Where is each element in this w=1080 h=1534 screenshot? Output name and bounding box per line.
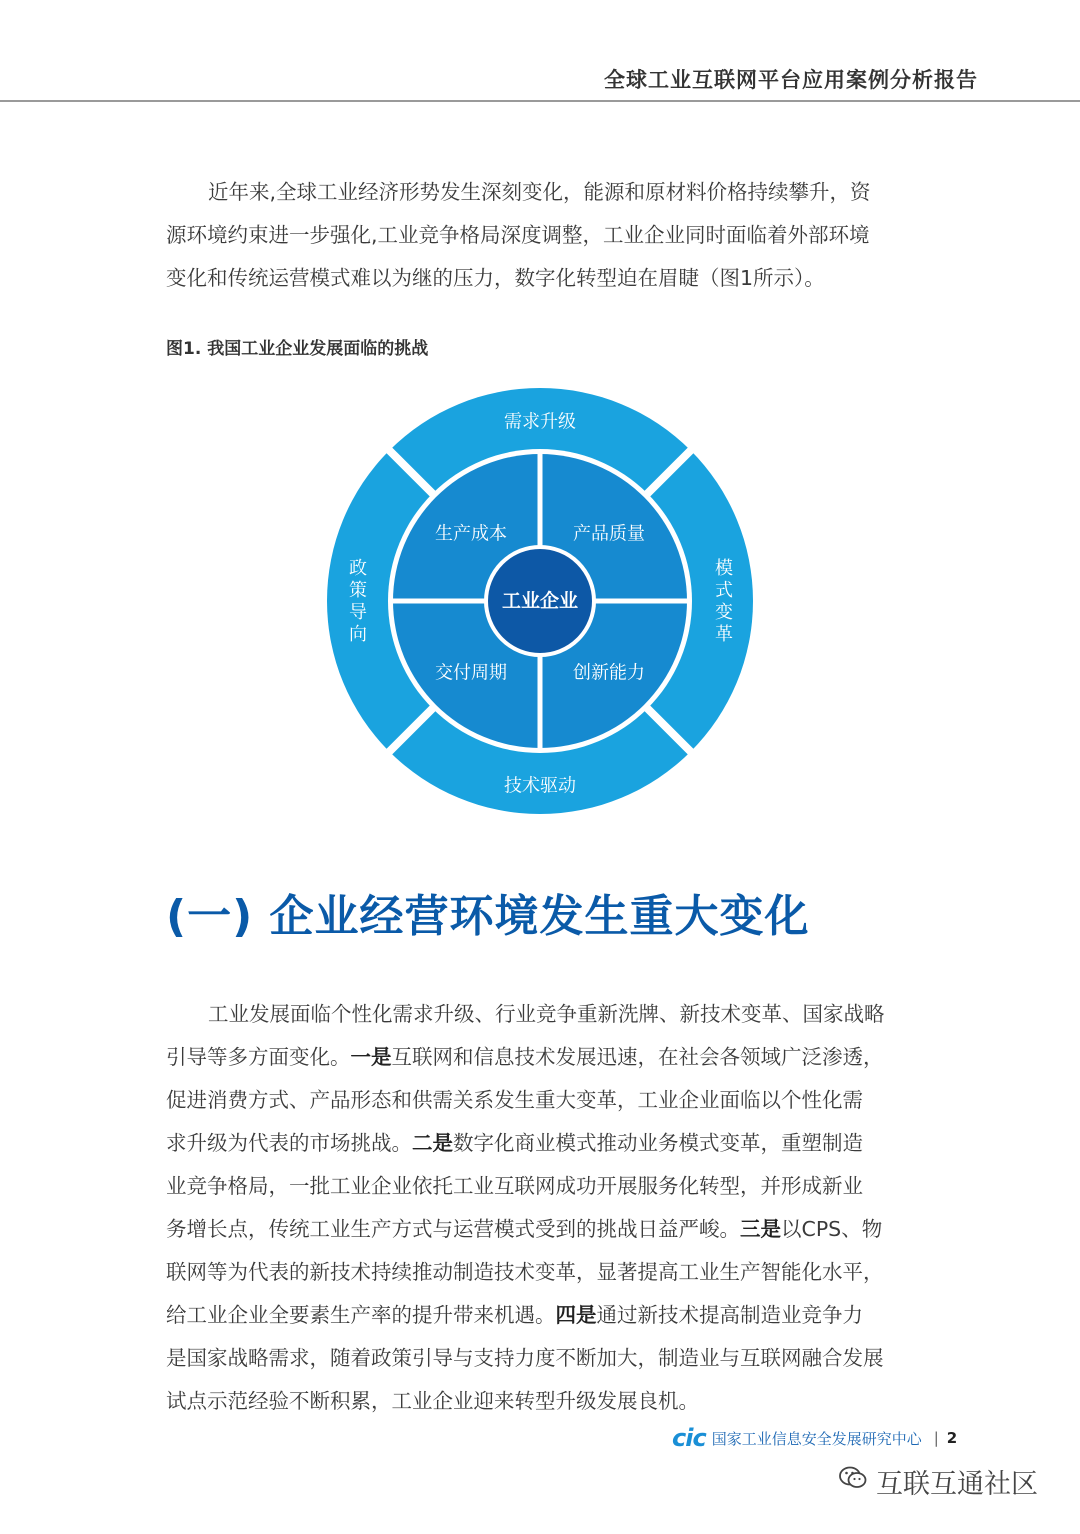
watermark [838,1462,1038,1501]
paragraph-line: 联网等为代表的新技术持续推动制造技术变革，显著提高工业生产智能化水平， [166,1260,884,1284]
footer-org: 国家工业信息安全发展研究中心 [711,1429,922,1448]
challenge-diagram [300,376,780,836]
text-run: 数字化商业模式推动业务模式变革，重塑制造 [453,1131,863,1155]
text-run: 互联网和信息技术发展迅速，在社会各领域广泛渗透， [391,1045,884,1069]
paragraph-line [166,1122,916,1165]
section-heading: (一) 企业经营环境发生重大变化 [166,891,810,942]
report-title: 全球工业互联网平台应用案例分析报告 [604,68,978,92]
challenge-diagram-svg [300,376,780,836]
footer-separator: | [933,1429,939,1447]
inner-label-cost: 生产成本 [435,523,507,545]
paragraph-line: 源环境约束进一步强化,工业竞争格局深度调整，工业企业同时面临着外部环境 [166,223,870,247]
paragraph-line [166,1294,916,1337]
inner-label-quality: 产品质量 [573,523,645,545]
vertical-char: 变 [715,602,733,623]
text-run: 给工业企业全要素生产率的提升带来机遇。 [166,1303,556,1327]
paragraph-line [166,1036,916,1079]
paragraph-line: 促进消费方式、产品形态和供需关系发生重大变革，工业企业面临以个性化需 [166,1088,863,1112]
inner-label-innovation: 创新能力 [573,662,645,684]
emphasis-second: 二是 [412,1131,453,1155]
paragraph-line: 试点示范经验不断积累，工业企业迎来转型升级发展良机。 [166,1389,699,1413]
page-number: 2 [946,1429,958,1447]
text-run: 务增长点，传统工业生产方式与运营模式受到的挑战日益严峻。 [166,1217,740,1241]
paragraph-line: 近年来,全球工业经济形势发生深刻变化，能源和原材料价格持续攀升，资 [208,180,871,204]
vertical-char: 向 [349,624,367,645]
text-run: 求升级为代表的市场挑战。 [166,1131,412,1155]
paragraph-line: 工业发展面临个性化需求升级、行业竞争重新洗牌、新技术变革、国家战略 [208,1002,885,1026]
emphasis-fourth: 四是 [555,1303,597,1327]
emphasis-first: 一是 [350,1045,392,1069]
cic-logo: cic [672,1424,706,1452]
text-run: 以CPS、物 [781,1217,883,1241]
wechat-icon [838,1465,868,1498]
outer-label-technology: 技术驱动 [504,775,576,797]
vertical-char: 政 [349,558,367,579]
intro-paragraph [166,171,916,300]
vertical-char: 策 [349,580,367,601]
text-run: 引导等多方面变化。 [166,1045,351,1069]
page-footer [672,1424,957,1452]
vertical-char: 革 [715,624,733,645]
outer-label-policy [349,558,367,645]
watermark-text: 互联互通社区 [876,1469,1038,1500]
paragraph-line: 变化和传统运营模式难以为继的压力，数字化转型迫在眉睫（图1所示）。 [166,266,825,290]
vertical-char: 导 [349,602,367,623]
inner-label-delivery: 交付周期 [435,662,507,684]
body-paragraph [166,993,916,1423]
vertical-char: 式 [715,580,733,601]
vertical-char: 模 [715,558,733,579]
header-divider [0,100,1080,102]
outer-label-model [715,558,733,645]
text-run: 通过新技术提高制造业竞争力 [596,1303,863,1327]
emphasis-third: 三是 [740,1217,781,1241]
outer-label-demand: 需求升级 [504,411,576,433]
paragraph-line: 业竞争格局，一批工业企业依托工业互联网成功开展服务化转型，并形成新业 [166,1174,863,1198]
figure-caption: 图1. 我国工业企业发展面临的挑战 [166,339,429,359]
center-label: 工业企业 [501,590,579,612]
paragraph-line: 是国家战略需求，随着政策引导与支持力度不断加大，制造业与互联网融合发展 [166,1346,884,1370]
paragraph-line [166,1208,916,1251]
